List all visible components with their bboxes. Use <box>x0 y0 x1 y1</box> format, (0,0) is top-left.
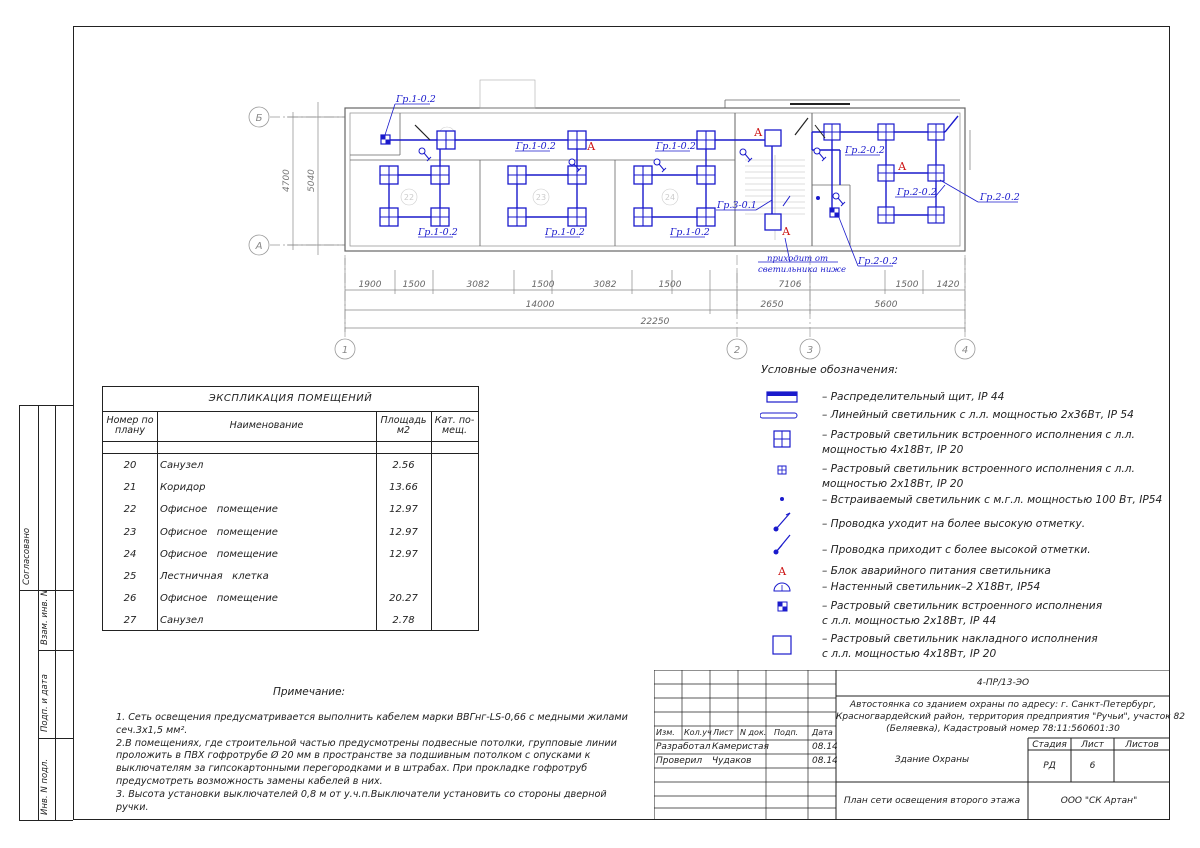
wiring <box>389 116 958 222</box>
side-podp-data: Подп. и дата <box>40 674 50 732</box>
emergency-mark-1: А <box>587 140 596 153</box>
legend-item-panel: – Распределительный щит, IP 44 <box>822 391 1005 403</box>
row-area: 13.66 <box>389 482 418 494</box>
dim-2650: 2650 <box>760 300 784 310</box>
row-name: Лестничная клетка <box>160 571 269 582</box>
note-arrive-1: приходит от <box>767 254 829 264</box>
row-name: Офисное помещение <box>160 548 278 560</box>
tb-object-2: Красногвардейский район, территория предприятия "Ручьи", участок 82 <box>836 712 1186 722</box>
note-line: выключателям за гипсокартонными перегородками и в штрабах. При прокладке гофротруб <box>116 763 588 775</box>
row-area: 2.56 <box>392 460 415 471</box>
legend-item-ip44-l2: с л.л. мощностью 2х18Вт, IP 44 <box>822 615 997 627</box>
explication-row <box>103 522 478 545</box>
legend-item-surface-l2: с л.л. мощностью 4х18Вт, IP 20 <box>822 648 997 660</box>
note-line: 2.В помещениях, где строительной частью предусмотрены подвесные потолки, групповые линии <box>116 737 617 749</box>
row-name: Офисное помещение <box>160 593 278 605</box>
explication-row <box>103 544 478 567</box>
note-line: предусмотреть возможность замены кабелей в них. <box>116 775 383 787</box>
row-area: 2.78 <box>392 615 415 627</box>
notes-title: Примечание: <box>273 686 346 698</box>
legend-item-raster4-l2: мощностью 4х18Вт, IP 20 <box>822 444 964 456</box>
tb-name-checker: Чудаков <box>712 756 752 766</box>
tb-code: 4-ПР/13-ЭО <box>976 678 1030 688</box>
col-header-category: Кат. по- мещ. <box>431 411 478 442</box>
legend-emergency-symbol: А <box>778 565 787 578</box>
legend-item-surface-l1: – Растровый светильник накладного исполнения <box>822 633 1098 645</box>
explication-row <box>103 455 478 478</box>
group-label-2a: Гр.2-0.2 <box>845 145 885 156</box>
tb-role-developer: Разработал <box>656 742 711 752</box>
row-name: Офисное помещение <box>160 504 278 516</box>
tb-object-1: Автостоянка со зданием охраны по адресу: г. Санкт-Петербург, <box>849 700 1157 710</box>
row-number: 26 <box>123 593 137 605</box>
dim-bottom-2: 3082 <box>466 280 490 290</box>
tb-h-sheet: Лист <box>1081 740 1104 750</box>
row-number: 22 <box>123 504 137 516</box>
dim-bottom-7: 1500 <box>895 280 919 290</box>
tb-name-developer: Камеристая <box>712 742 769 752</box>
room-number-23: 23 <box>535 193 547 202</box>
axis-1-label: 1 <box>341 345 349 356</box>
dim-bottom-8: 1420 <box>936 280 960 290</box>
row-name: Офисное помещение <box>160 526 278 538</box>
row-name: Коридор <box>160 482 206 494</box>
tb-h-podp: Подп. <box>774 728 799 737</box>
explication-row <box>103 499 478 522</box>
dim-4700: 4700 <box>282 169 292 192</box>
tb-date-checker: 08.14 <box>812 756 838 766</box>
rooms-explication-table <box>102 386 479 631</box>
axis-3-label: 3 <box>806 345 814 356</box>
group-label-1a: Гр.1-0.2 <box>516 141 556 152</box>
tb-drawing-name: План сети освещения второго этажа <box>843 796 1021 806</box>
row-number: 21 <box>123 482 137 494</box>
legend-title: Условные обозначения: <box>761 363 899 376</box>
row-number: 23 <box>123 526 137 538</box>
dim-bottom-0: 1900 <box>358 280 382 290</box>
dim-14000: 14000 <box>525 300 555 310</box>
legend-item-raster2-l2: мощностью 2х18Вт, IP 20 <box>822 478 964 490</box>
row-number: 20 <box>123 460 137 471</box>
dim-22250: 22250 <box>640 317 670 327</box>
tb-building: Здание Охраны <box>894 755 970 765</box>
tb-h-list: Лист <box>713 728 734 737</box>
side-soglasovano: Согласовано <box>22 527 32 585</box>
tb-sheet: 6 <box>1089 761 1096 771</box>
axis-2-label: 2 <box>733 345 741 356</box>
legend-item-mgl: – Встраиваемый светильник с м.г.л. мощностью 100 Вт, IP54 <box>822 494 1163 506</box>
dim-bottom-3: 1500 <box>531 280 555 290</box>
side-inv-podl: Инв. N подл. <box>40 758 50 815</box>
tb-h-data: Дата <box>812 728 833 737</box>
row-area: 12.97 <box>389 504 418 516</box>
emergency-mark-4: А <box>782 225 791 238</box>
group-label-2b: Гр.2-0.2 <box>897 187 937 198</box>
group-label-1d: Гр.1-0.2 <box>545 227 585 238</box>
dim-5040: 5040 <box>307 169 317 192</box>
dim-bottom-5: 1500 <box>658 280 682 290</box>
explication-title: ЭКСПЛИКАЦИЯ ПОМЕЩЕНИЙ <box>103 387 478 412</box>
group-label-2d: Гр.2-0.2 <box>858 256 898 267</box>
row-number: 27 <box>123 615 137 627</box>
explication-row <box>103 588 478 611</box>
row-area: 12.97 <box>389 548 418 560</box>
room-number-24: 24 <box>664 193 676 202</box>
row-area: 20.27 <box>389 593 418 605</box>
group-label-2c: Гр.2-0.2 <box>980 192 1020 203</box>
tb-h-stage: Стадия <box>1032 740 1067 750</box>
title-block <box>654 670 1186 820</box>
note-line: 3. Высота установки выключателей 0,8 м от у.ч.п.Выключатели установить со стороны дверной ручки. <box>116 788 607 813</box>
dim-5600: 5600 <box>874 300 898 310</box>
legend-item-ip44-l1: – Растровый светильник встроенного исполнения <box>822 600 1103 612</box>
group-label-1e: Гр.1-0.2 <box>670 227 710 238</box>
dim-bottom-6: 7106 <box>778 280 802 290</box>
legend-symbols <box>760 385 810 660</box>
group-label-top: Гр.1-0.2 <box>396 94 436 105</box>
group-label-1b: Гр.1-0.2 <box>656 141 696 152</box>
note-line: 1. Сеть освещения предусматривается выполнить кабелем марки ВВГнг-LS-0,66 с медными жилами <box>116 712 628 723</box>
dim-bottom-4: 3082 <box>593 280 617 290</box>
tb-company: ООО "СК Артан" <box>1060 796 1138 806</box>
legend-item-raster4-l1: – Растровый светильник встроенного исполнения с л.л. <box>822 429 1135 441</box>
note-line: проложить в ПВХ гофротрубе Ø 20 мм в пространстве за подшивным потолком с опусками к <box>116 750 591 762</box>
legend-item-wiring-down: – Проводка приходит с более высокой отметки. <box>822 544 1091 556</box>
group-label-1c: Гр.1-0.2 <box>418 227 458 238</box>
axis-a-label: А <box>255 241 263 252</box>
tb-role-checker: Проверил <box>656 756 703 766</box>
legend-item-wall: – Настенный светильник–2 Х18Вт, IP54 <box>822 581 1041 593</box>
legend-item-raster2-l1: – Растровый светильник встроенного исполнения с л.л. <box>822 463 1135 475</box>
tb-h-sheets: Листов <box>1125 740 1159 750</box>
tb-h-izm: Изм. <box>656 728 675 737</box>
room-number-22: 22 <box>403 193 415 202</box>
group-label-3: Гр.3-0.1 <box>717 200 757 211</box>
tb-h-ndok: N док. <box>740 728 767 737</box>
dim-bottom-1: 1500 <box>402 280 426 290</box>
explication-row <box>103 566 478 589</box>
legend-item-linear: – Линейный светильник с л.л. мощностью 2х36Вт, IP 54 <box>822 409 1134 421</box>
row-name: Санузел <box>160 615 204 627</box>
axis-4-label: 4 <box>961 345 969 356</box>
explication-row <box>103 477 478 500</box>
note-arrive-2: светильника ниже <box>758 265 846 275</box>
col-header-number: Номер по плану <box>103 411 157 442</box>
col-header-area: Площадь м2 <box>376 411 431 442</box>
tb-object-3: (Беляевка), Кадастровый номер 78:11:560601:30 <box>886 724 1120 734</box>
side-vzam-inv: Взам. инв. N <box>40 589 50 645</box>
col-header-name: Наименование <box>157 411 376 442</box>
notes-body <box>116 712 636 814</box>
explication-row <box>103 610 478 633</box>
row-area: 12.97 <box>389 526 418 538</box>
row-number: 24 <box>123 548 137 560</box>
legend-item-wiring-up: – Проводка уходит на более высокую отметку. <box>822 518 1086 530</box>
legend-item-emergency: – Блок аварийного питания светильника <box>822 565 1051 577</box>
tb-date-developer: 08.14 <box>812 742 838 752</box>
row-name: Санузел <box>160 460 204 471</box>
axis-b-label: Б <box>255 113 263 124</box>
row-number: 25 <box>123 571 137 582</box>
tb-h-kol: Кол.уч <box>684 728 712 737</box>
emergency-mark-2: А <box>754 126 763 139</box>
emergency-mark-3: А <box>898 160 907 173</box>
tb-stage: РД <box>1043 761 1056 771</box>
note-line: сеч.3х1,5 мм². <box>116 724 188 736</box>
